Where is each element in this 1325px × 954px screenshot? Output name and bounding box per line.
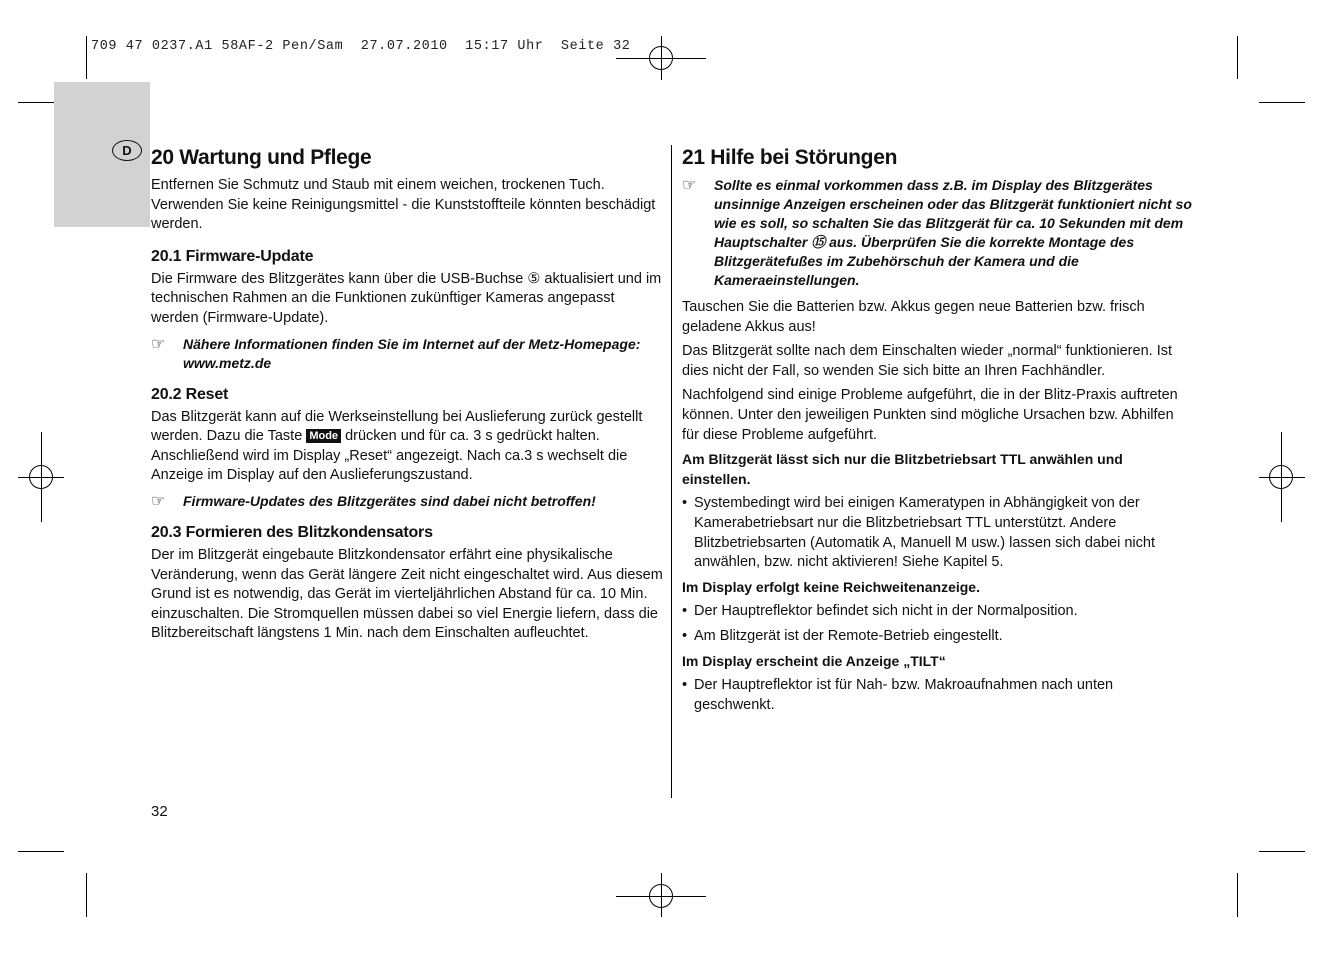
pointing-hand-icon: ☞ — [151, 335, 166, 353]
bullet-icon: • — [682, 495, 688, 512]
print-slug-line: 709 47 0237.A1 58AF-2 Pen/Sam 27.07.2010 15:17 Uhr Seite 32 — [91, 39, 631, 54]
intro-paragraph: Entfernen Sie Schmutz und Staub mit einem weichen, trockenen Tuch. Verwenden Sie keine Reinigungsmittel - die Kunststoffteile könnten beschädigt werden. — [151, 177, 656, 233]
crop-mark — [1237, 873, 1238, 917]
reset-note — [151, 492, 663, 511]
crop-mark — [86, 36, 87, 79]
hilfe-note-text: Sollte es einmal vorkommen dass z.B. im Display des Blitzgerätes unsinnige Anzeigen erscheinen oder das Blitzgerät funktioniert nicht so wie es soll, so schalten Sie das Blitzgerät für ca. 10 Sekunden mit dem Hauptschalter ⑮ aus. Überprüfen Sie die korrekte Montage des Blitzgerätefußes im Zubehörschuh der Kamera und die Kameraeinstellungen. — [714, 177, 1192, 288]
subsection-title-formieren: 20.3 Formieren des Blitzkondensators — [151, 523, 433, 541]
reset-paragraph — [151, 408, 663, 486]
subsection-title-firmware: 20.1 Firmware-Update — [151, 247, 314, 265]
bullet-icon: • — [682, 603, 688, 620]
list-item — [682, 676, 1194, 715]
subsection-title-reset: 20.2 Reset — [151, 385, 229, 403]
hilfe-note — [682, 176, 1194, 290]
firmware-paragraph: Die Firmware des Blitzgerätes kann über die USB-Buchse ⑤ aktualisiert und im technischen Rahmen an die Funktionen zukünftiger Kameras angepasst werden (Firmware-Update). — [151, 270, 662, 326]
problem-heading-ttl: Am Blitzgerät lässt sich nur die Blitzbetriebsart TTL anwählen und einstellen. — [682, 451, 1123, 487]
bullet-icon: • — [682, 677, 688, 694]
section-title-wartung: 20 Wartung und Pflege — [151, 146, 372, 169]
list-item-text: Der Hauptreflektor ist für Nah- bzw. Makroaufnahmen nach unten geschwenkt. — [694, 677, 1114, 713]
pointing-hand-icon: ☞ — [151, 492, 166, 510]
pointing-hand-icon: ☞ — [682, 177, 697, 194]
reset-text-a: Das Blitzgerät kann auf die Werkseinstellung bei Auslieferung zurück gestellt werden. Dazu die Taste — [151, 408, 643, 445]
problem-heading-range: Im Display erfolgt keine Reichweitenanzeige. — [682, 578, 980, 595]
bullet-icon: • — [682, 627, 688, 644]
list-item — [682, 627, 1194, 647]
right-column — [682, 146, 1194, 720]
list-item-text: Der Hauptreflektor befindet sich nicht in der Normalposition. — [694, 603, 1078, 620]
formieren-paragraph: Der im Blitzgerät eingebaute Blitzkondensator erfährt eine physikalische Veränderung, wenn das Gerät längere Zeit nicht eingeschaltet wird. Aus diesem Grund ist es notwendig, das Gerät im vierteljährlichen Abstand für ca. 10 Min. einzuschalten. Die Stromquellen müssen dabei so viel Energie liefern, dass die Blitzbereitschaft längstens 1 Min. nach dem Einschalten aufleuchtet. — [151, 546, 663, 642]
reset-text-b: drücken und für ca. 3 s gedrückt halten. Anschließend wird im Display „Reset“ angezeigt. Nach ca.3 s wechselt die Anzeige im Display auf den Auslieferungszustand. — [151, 428, 628, 484]
batteries-paragraph: Tauschen Sie die Batterien bzw. Akkus gegen neue Batterien bzw. frisch geladene Akkus aus! — [682, 299, 1145, 335]
normal-paragraph: Das Blitzgerät sollte nach dem Einschalten wieder „normal“ funktionieren. Ist dies nicht der Fall, so wenden Sie sich bitte an Ihren Fachhändler. — [682, 343, 1173, 379]
section-title-hilfe: 21 Hilfe bei Störungen — [682, 146, 898, 169]
crop-mark — [1259, 102, 1305, 103]
reset-note-text: Firmware-Updates des Blitzgerätes sind dabei nicht betroffen! — [183, 492, 596, 509]
list-item-text: Am Blitzgerät ist der Remote-Betrieb eingestellt. — [694, 627, 1003, 644]
language-badge: D — [112, 140, 142, 161]
firmware-note-text: Nähere Informationen finden Sie im Internet auf der Metz-Homepage: www.metz.de — [183, 335, 641, 371]
crop-mark — [1237, 36, 1238, 79]
crop-mark — [86, 873, 87, 917]
list-item — [682, 602, 1194, 622]
list-item-text: Systembedingt wird bei einigen Kameratypen in Abhängigkeit von der Kamerabetriebsart nur die Blitzbetriebsart TTL unterstützt. Andere Blitzbetriebsarten (Automatik A, Manuell M usw.) lassen sich dabei nicht anwählen, bzw. nicht aktivieren! Siehe Kapitel 5. — [694, 495, 1155, 571]
crop-mark — [18, 851, 64, 852]
list-item — [682, 494, 1194, 572]
page-number: 32 — [151, 803, 168, 820]
mode-key-icon: Mode — [306, 429, 341, 443]
firmware-note — [151, 335, 663, 373]
problems-intro-paragraph: Nachfolgend sind einige Probleme aufgeführt, die in der Blitz-Praxis auftreten können. Unter den jeweiligen Punkten sind mögliche Ursachen bzw. Abhilfen für diese Probleme aufgeführt. — [682, 387, 1178, 443]
problem-heading-tilt: Im Display erscheint die Anzeige „TILT“ — [682, 652, 946, 669]
left-column — [151, 146, 663, 649]
crop-mark — [1259, 851, 1305, 852]
column-divider — [671, 145, 672, 798]
